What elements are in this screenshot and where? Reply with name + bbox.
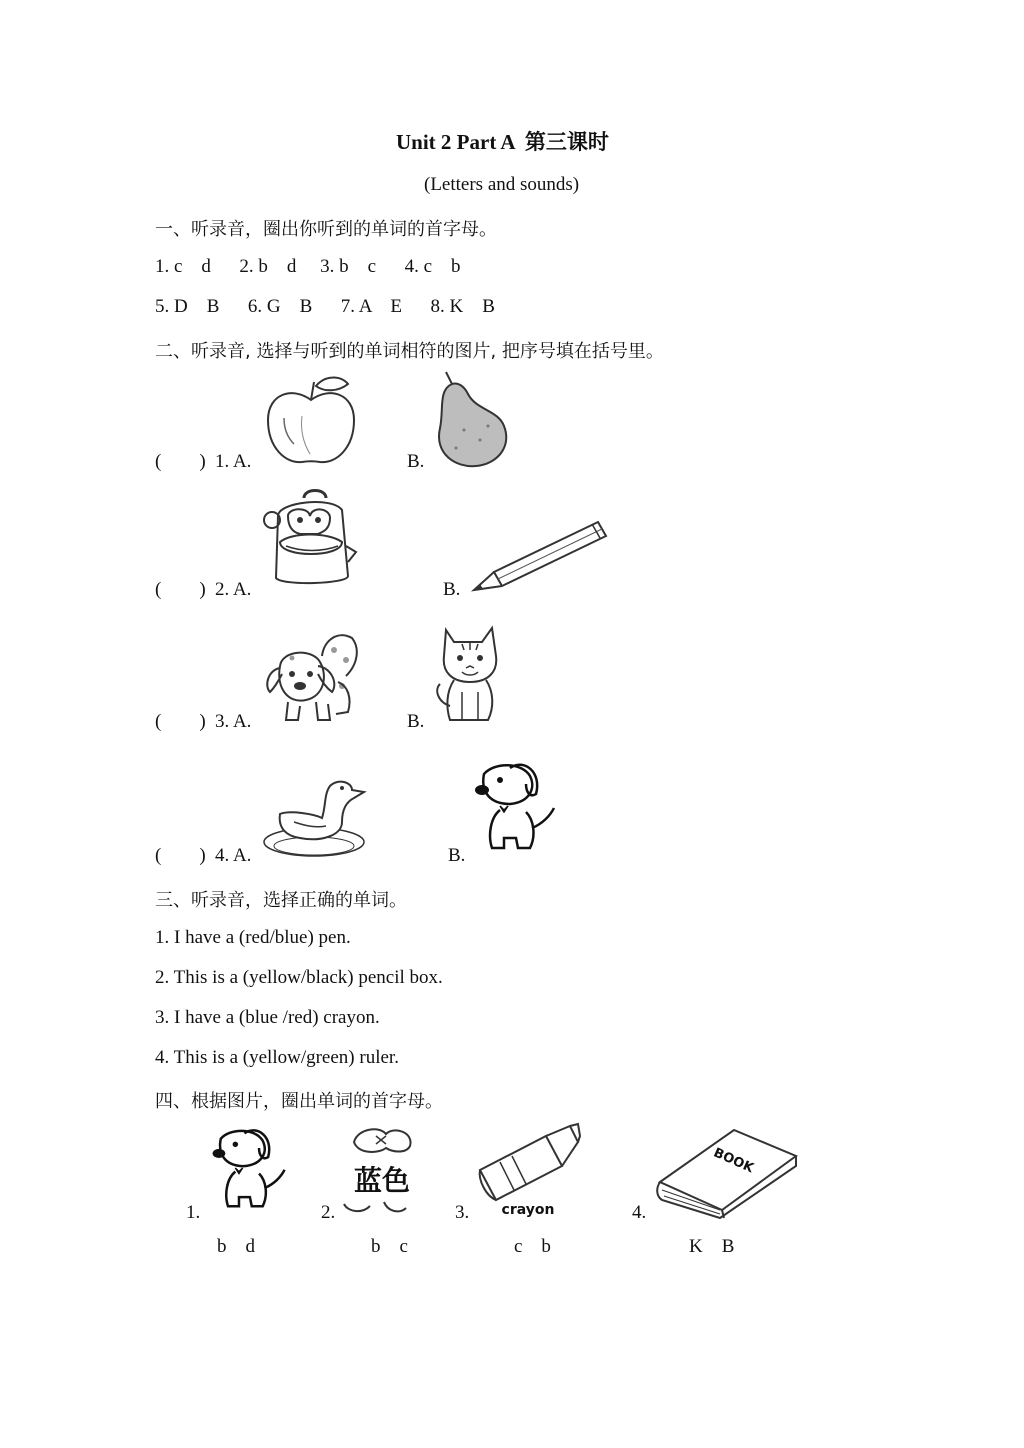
picture-text: BOOK [711,1145,756,1177]
answer-bracket[interactable]: ( ) [155,451,206,472]
option-b-label: B. [443,579,461,600]
option-b-label: B. [407,711,425,732]
blue-color-icon [340,1124,424,1216]
section-4-heading: 四、根据图片，圈出单词的首字母。 [155,1091,443,1112]
duck-icon [260,770,372,860]
item-label: 3. A. [215,711,252,732]
answer-bracket[interactable]: ( ) [155,579,206,600]
sentence: 4. This is a (yellow/green) ruler. [155,1047,399,1068]
picture-number: 1. [186,1202,201,1223]
picture-text: crayon [501,1202,555,1218]
pencil-icon [470,518,610,594]
sentence: 3. I have a (blue /red) crayon. [155,1007,380,1028]
spotted-dog-icon [262,626,362,724]
cat-icon [432,622,508,726]
section-1-row: 5. D B 6. G B 7. A E 8. K B [155,296,495,317]
dog-icon [470,756,560,856]
sentence: 1. I have a (red/blue) pen. [155,927,351,948]
page-subtitle: (Letters and sounds) [424,174,580,195]
letter-choices[interactable]: b c [371,1236,408,1257]
letter-choices[interactable]: c b [514,1236,551,1257]
sentence: 2. This is a (yellow/black) pencil box. [155,967,443,988]
crayon-icon [474,1122,584,1222]
item-label: 1. A. [215,451,252,472]
picture-text: 蓝色 [353,1164,411,1197]
picture-number: 3. [455,1202,470,1223]
page-title: Unit 2 Part A 第三课时 [396,130,609,154]
book-icon [654,1126,800,1220]
pear-icon [434,370,510,470]
item-label: 2. A. [215,579,252,600]
answer-bracket[interactable]: ( ) [155,711,206,732]
picture-number: 2. [321,1202,336,1223]
section-1-heading: 一、听录音，圈出你听到的单词的首字母。 [155,219,497,240]
section-3-heading: 三、听录音，选择正确的单词。 [155,890,407,911]
letter-choices[interactable]: K B [689,1236,735,1257]
section-2-heading: 二、听录音, 选择与听到的单词相符的图片, 把序号填在括号里。 [155,341,664,362]
apple-icon [262,372,360,468]
dog-icon [208,1122,290,1214]
option-b-label: B. [407,451,425,472]
section-1-row: 1. c d 2. b d 3. b c 4. c b [155,256,461,277]
option-b-label: B. [448,845,466,866]
letter-choices[interactable]: b d [217,1236,255,1257]
item-label: 4. A. [215,845,252,866]
monkey-backpack-icon [262,486,358,590]
answer-bracket[interactable]: ( ) [155,845,206,866]
picture-number: 4. [632,1202,647,1223]
